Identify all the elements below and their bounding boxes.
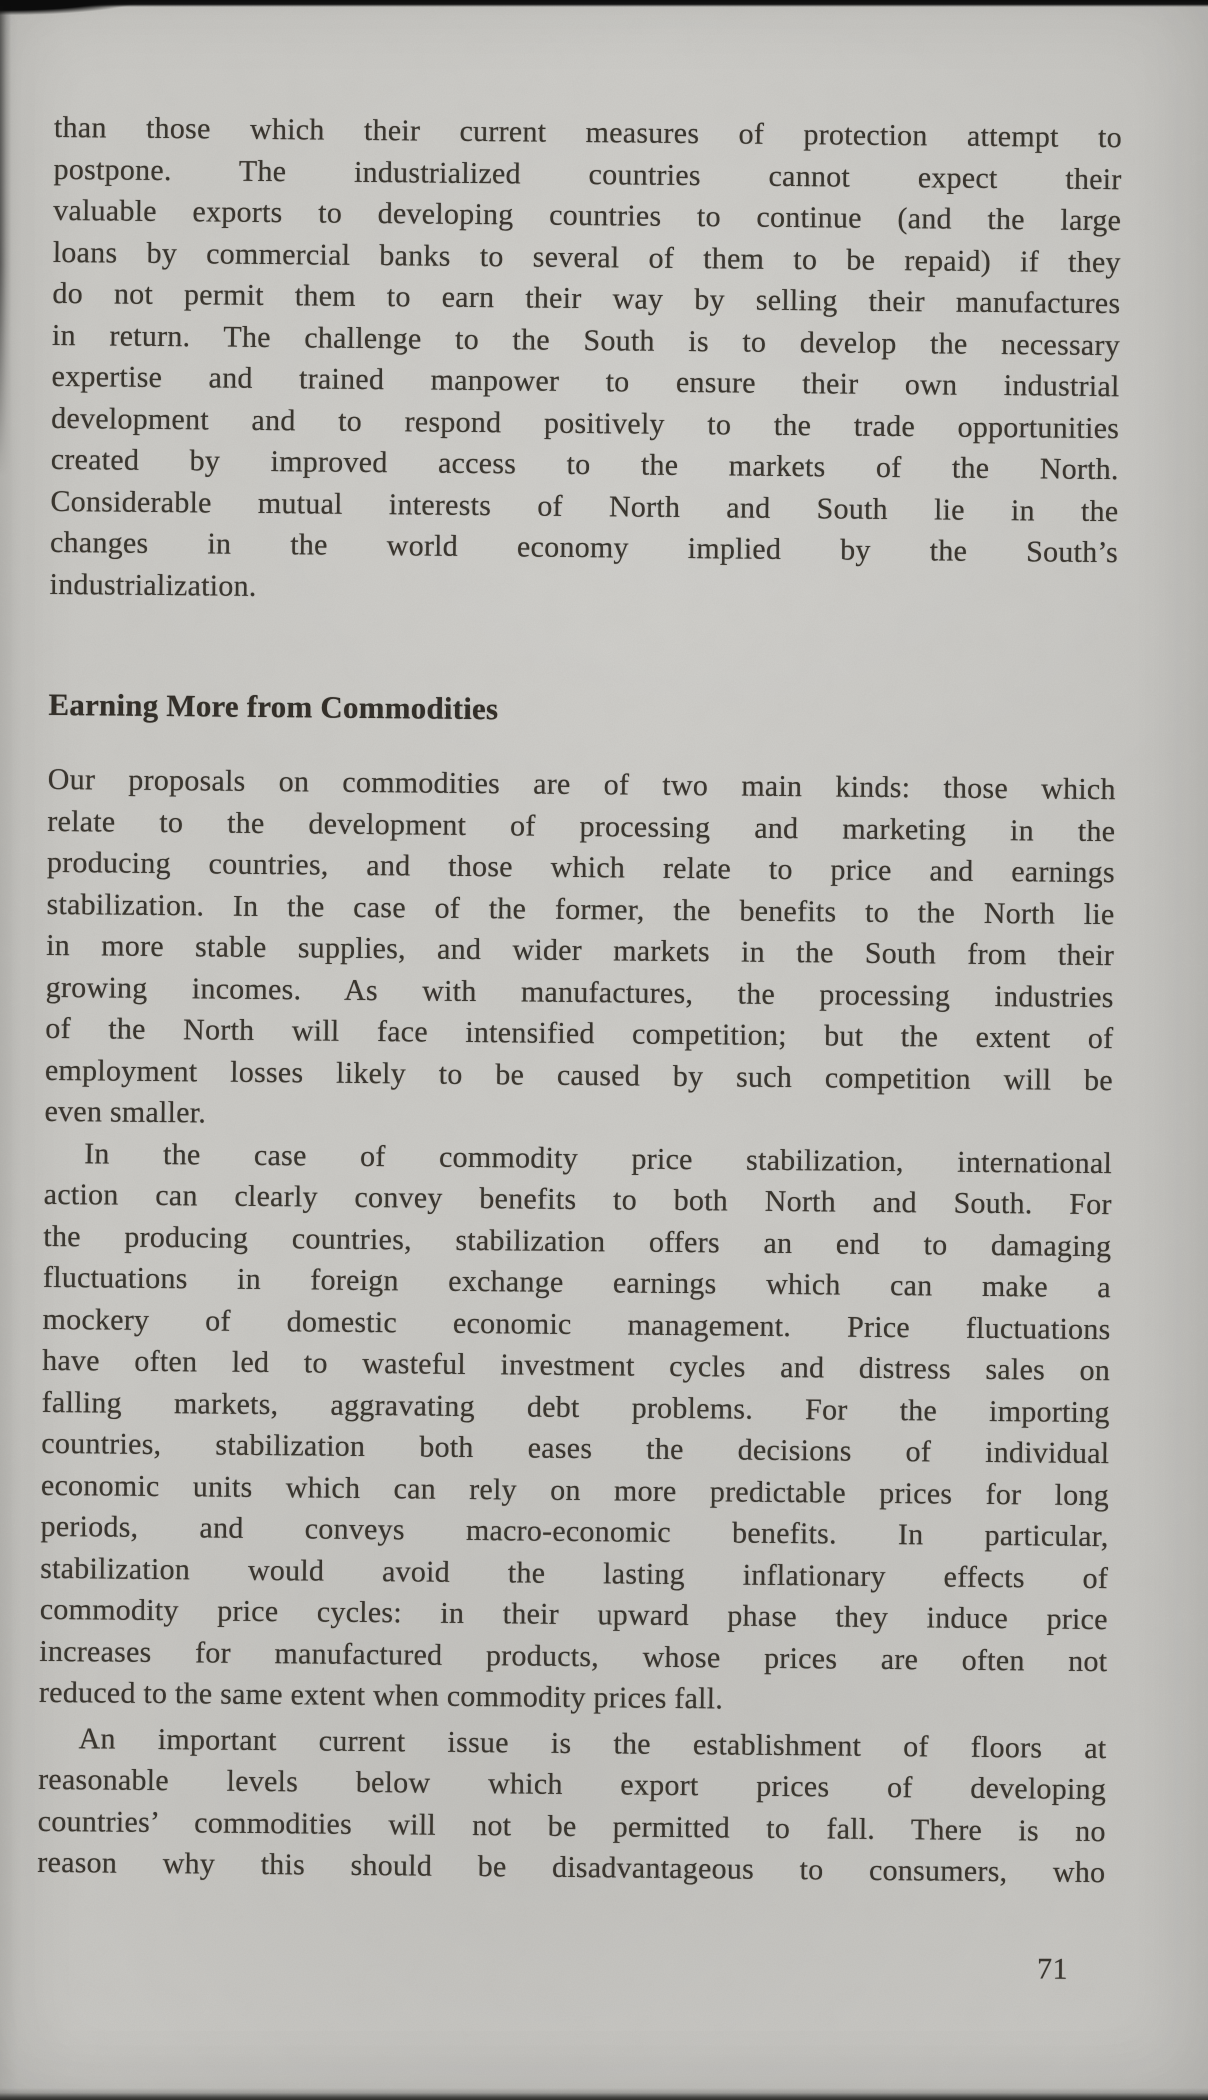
paragraph-2: [44, 759, 1116, 1143]
text-line: producing countries, and those which relate to price and earnings: [46, 845, 1116, 890]
text-line: have often led to wasteful investment cycles and distress sales on: [42, 1343, 1111, 1388]
text-line: in return. The challenge to the South is to develop the necessary: [51, 318, 1121, 362]
scan-bottom-edge: [0, 2088, 1208, 2100]
text-line: reason why this should be disadvantageous to consumers, who: [37, 1845, 1106, 1890]
text-line: An important current issue is the establishment of floors at: [78, 1721, 1107, 1765]
paragraph-1: [49, 107, 1122, 615]
text-line: development and to respond positively to the trade opportunities: [51, 401, 1120, 445]
text-line: increases for manufactured products, whose prices are often not: [39, 1634, 1108, 1678]
text-line: growing incomes. As with manufactures, the processing industries: [45, 970, 1114, 1014]
paragraph-4: [37, 1717, 1107, 1893]
text-line: falling markets, aggravating debt problems. For the importing: [41, 1385, 1110, 1429]
text-line: reduced to the same extent when commodity prices fall.: [38, 1675, 724, 1716]
text-line: economic units which can rely on more predictable prices for long: [40, 1468, 1110, 1512]
text-line: Considerable mutual interests of North and South lie in the: [50, 484, 1119, 528]
text-line: periods, and conveys macro-economic benefits. In particular,: [40, 1509, 1109, 1554]
text-line: industrialization.: [49, 567, 257, 603]
text-line: Our proposals on commodities are of two main kinds: those which: [47, 762, 1116, 807]
text-line: of the North will face intensified competition; but the extent of: [45, 1011, 1114, 1056]
text-line: commodity price cycles: in their upward phase they induce price: [39, 1592, 1108, 1637]
page-left-shadow: [0, 6, 11, 476]
text-line: loans by commercial banks to several of them to be repaid) if they: [52, 235, 1121, 279]
text-line: mockery of domestic economic management. Price fluctuations: [42, 1302, 1111, 1346]
text-line: fluctuations in foreign exchange earnings which can make a: [42, 1260, 1112, 1305]
paragraph-3: [39, 1132, 1113, 1723]
text-line: do not permit them to earn their way by selling their manufactures: [52, 276, 1121, 321]
text-line: countries, stabilization both eases the decisions of individual: [41, 1426, 1110, 1471]
text-line: postpone. The industrialized countries cannot expect their: [53, 152, 1122, 196]
text-line: employment losses likely to be caused by such competition will be: [44, 1053, 1114, 1097]
text-line: reasonable levels below which export prices of developing: [37, 1762, 1107, 1807]
text-line: created by improved access to the markets of the North.: [50, 442, 1119, 487]
text-block: [37, 107, 1122, 1894]
text-line: the producing countries, stabilization offers an end to damaging: [43, 1219, 1112, 1263]
text-line: changes in the world economy implied by the South’s: [49, 525, 1119, 570]
text-line: In the case of commodity price stabilization, international: [84, 1136, 1113, 1180]
text-line: expertise and trained manpower to ensure their own industrial: [51, 359, 1120, 404]
text-line: valuable exports to developing countries to continue (and the large: [53, 193, 1122, 238]
section-heading: Earning More from Commodities: [48, 686, 499, 727]
text-line: stabilization. In the case of the former, the benefits to the North lie: [46, 887, 1115, 931]
text-line: stabilization would avoid the lasting inflationary effects of: [40, 1551, 1109, 1595]
scan-top-left-corner: [0, 0, 160, 16]
text-line: than those which their current measures of protection attempt to: [53, 110, 1123, 155]
page-number: 71: [1036, 1952, 1069, 1986]
text-line: in more stable supplies, and wider markets in the South from their: [46, 928, 1115, 973]
text-line: relate to the development of processing and marketing in the: [47, 804, 1116, 848]
scan-top-edge: [0, 0, 1208, 7]
text-line: countries’ commodities will not be permitted to fall. There is no: [37, 1804, 1106, 1848]
text-line: even smaller.: [44, 1094, 207, 1130]
text-line: action can clearly convey benefits to both North and South. For: [43, 1177, 1112, 1222]
